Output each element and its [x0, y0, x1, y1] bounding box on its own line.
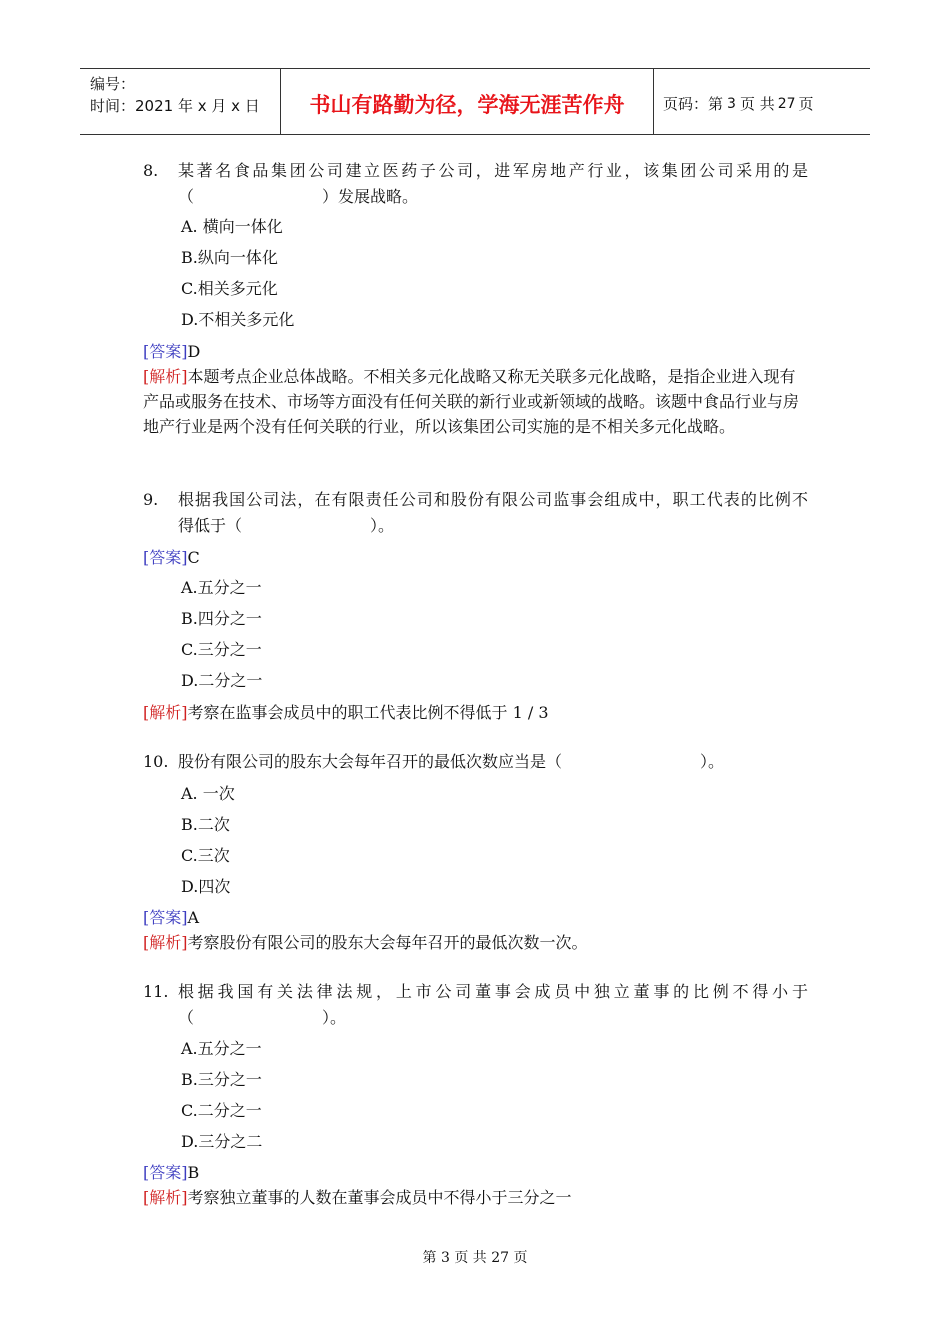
answer-tag: [答案]: [143, 548, 188, 567]
page-header: [80, 68, 870, 135]
question-text-line1: 股份有限公司的股东大会每年召开的最低次数应当是（: [178, 752, 563, 771]
document-number-label: 编号：: [90, 75, 136, 93]
option-c: C.相关多元化: [181, 279, 278, 298]
option-a: A. 一次: [181, 784, 235, 803]
header-left-cell: [80, 69, 281, 134]
analysis-text: 考察在监事会成员中的职工代表比例不得低于 1 / 3: [187, 703, 549, 722]
option-c: C.三次: [181, 846, 230, 865]
question-bracket-open: （: [178, 1008, 195, 1027]
analysis-text: 本题考点企业总体战略。不相关多元化战略又称无关联多元化战略，是指企业进入现有产品或服务在技术、市场等方面没有任何关联的新行业或新领域的战略。该题中食品行业与房地产行业是两个没有任何关联的行业，所以该集团公司实施的是不相关多元化战略。: [143, 367, 800, 436]
option-c: C.三分之一: [181, 640, 262, 659]
answer-tag: [答案]: [143, 1163, 188, 1182]
question-bracket-open: 得低于（: [178, 516, 243, 535]
option-d: D.三分之二: [181, 1132, 263, 1151]
option-b: B.四分之一: [181, 609, 262, 628]
footer-page-total: 27: [491, 1250, 510, 1266]
option-a: A.五分之一: [181, 578, 262, 597]
analysis-paragraph: [143, 930, 808, 955]
header-page-current: 3: [727, 95, 736, 112]
header-page-prefix: 页码：第: [663, 95, 724, 113]
question-number: 8.: [143, 161, 159, 180]
question-text-line1: 根据我国公司法，在有限责任公司和股份有限公司监事会组成中，职工代表的比例不: [178, 490, 808, 509]
answer-line: [143, 545, 808, 570]
analysis-tag: [解析]: [143, 933, 188, 952]
page-footer: [0, 1247, 950, 1267]
question-text-line2: ）。: [322, 1008, 347, 1027]
question-10: [143, 749, 808, 775]
option-d: D.不相关多元化: [181, 310, 295, 329]
question-11: [143, 979, 808, 1031]
header-page-mid: 页 共: [739, 95, 775, 113]
question-bracket-open: （: [178, 187, 195, 206]
header-page-suffix: 页: [798, 95, 814, 113]
header-page-total: 27: [777, 95, 796, 112]
question-text-line1: 根据我国有关法律法规，上市公司董事会成员中独立董事的比例不得小于: [178, 982, 808, 1001]
question-8: [143, 158, 808, 210]
option-b: B.三分之一: [181, 1070, 262, 1089]
option-a: A. 横向一体化: [181, 217, 283, 236]
header-page-cell: [654, 69, 870, 134]
option-c: C.二分之一: [181, 1101, 262, 1120]
option-d: D.四次: [181, 877, 231, 896]
answer-value: C: [187, 548, 200, 567]
footer-prefix: 第: [422, 1250, 437, 1266]
question-number: 9.: [143, 490, 159, 509]
question-number: 11.: [143, 982, 169, 1001]
analysis-paragraph: [143, 1185, 808, 1210]
analysis-paragraph: [143, 700, 808, 725]
question-number: 10.: [143, 752, 169, 771]
footer-mid: 页 共: [454, 1250, 487, 1266]
analysis-tag: [解析]: [143, 367, 188, 386]
answer-value: B: [187, 1163, 200, 1182]
question-text-line1: 某著名食品集团公司建立医药子公司，进军房地产行业，该集团公司采用的是: [178, 161, 808, 180]
header-motto-cell: [281, 69, 654, 134]
footer-suffix: 页: [513, 1250, 528, 1266]
document-time: 时间：2021 年 x 月 x 日: [90, 97, 260, 115]
answer-value: D: [187, 342, 201, 361]
analysis-tag: [解析]: [143, 1188, 188, 1207]
option-d: D.二分之一: [181, 671, 263, 690]
answer-line: [143, 339, 808, 364]
analysis-text: 考察股份有限公司的股东大会每年召开的最低次数一次。: [187, 933, 588, 952]
analysis-tag: [解析]: [143, 703, 188, 722]
question-text-line2: ）。: [370, 516, 395, 535]
question-text-line2: ）发展战略。: [322, 187, 419, 206]
question-bracket-close: ）。: [700, 752, 725, 771]
answer-line: [143, 905, 808, 930]
analysis-paragraph: [143, 364, 808, 439]
answer-tag: [答案]: [143, 342, 188, 361]
question-9: [143, 487, 808, 539]
footer-page-current: 3: [440, 1250, 450, 1266]
option-a: A.五分之一: [181, 1039, 262, 1058]
option-b: B.二次: [181, 815, 230, 834]
answer-line: [143, 1160, 808, 1185]
answer-value: A: [187, 908, 200, 927]
answer-tag: [答案]: [143, 908, 188, 927]
analysis-text: 考察独立董事的人数在董事会成员中不得小于三分之一: [187, 1188, 572, 1207]
header-motto: 书山有路勤为径，学海无涯苦作舟: [309, 92, 625, 117]
option-b: B.纵向一体化: [181, 248, 278, 267]
